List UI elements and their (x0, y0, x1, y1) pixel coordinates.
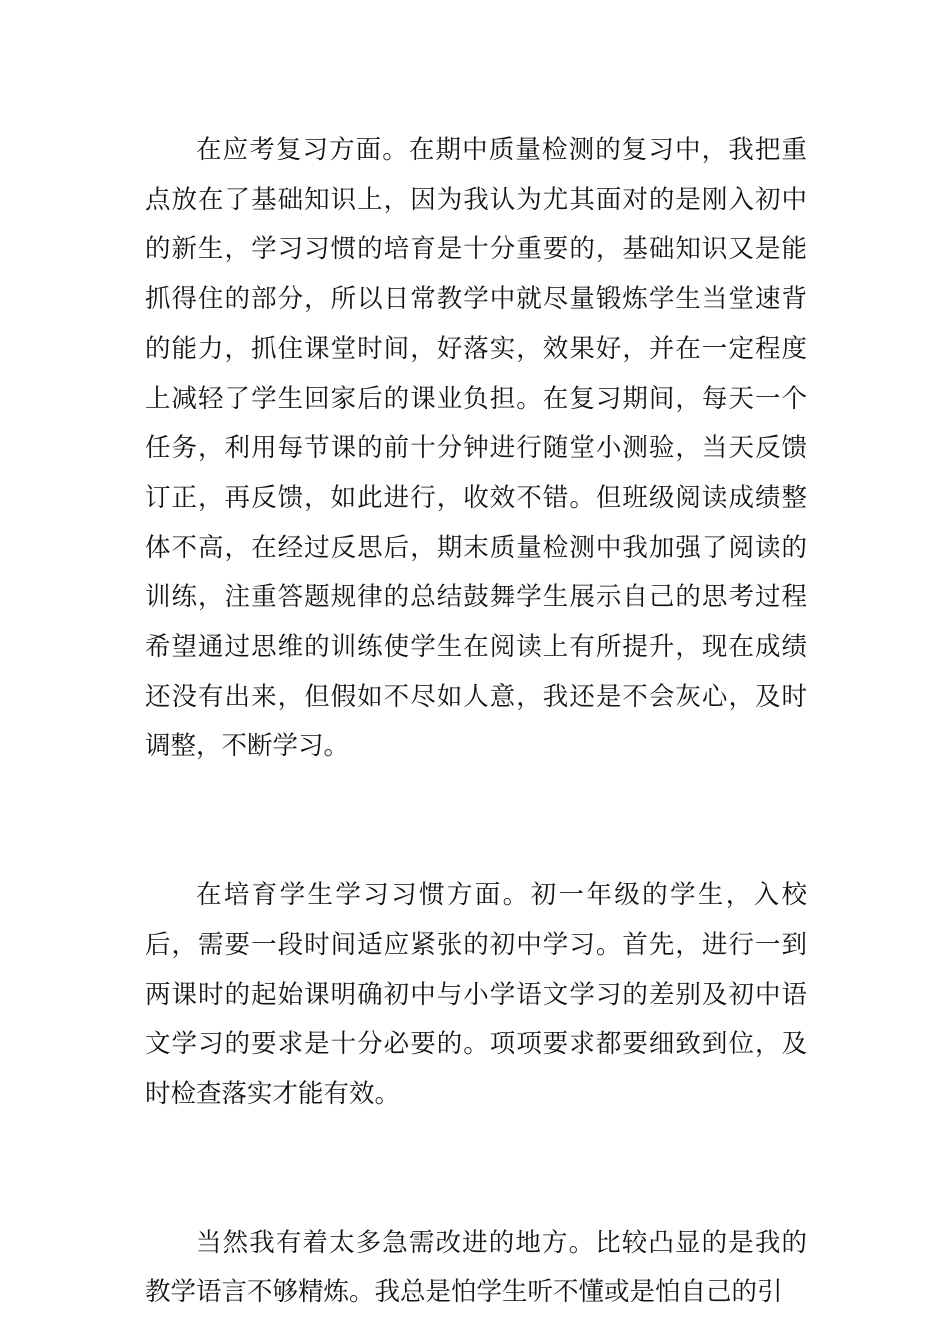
paragraph-study-habits: 在培育学生学习习惯方面。初一年级的学生，入校后，需要一段时间适应紧张的初中学习。首先，进行一到两课时的起始课明确初中与小学语文学习的差别及初中语文学习的要求是十分必要的。项项要求都要细致到位，及时检查落实才能有效。 (145, 880, 807, 1109)
paragraph-improvements: 当然我有着太多急需改进的地方。比较凸显的是我的教学语言不够精炼。我总是怕学生听不懂或是怕自己的引 (145, 1227, 807, 1308)
paragraph-spacer (145, 772, 807, 871)
document-body (145, 126, 807, 1318)
paragraph-exam-review: 在应考复习方面。在期中质量检测的复习中，我把重点放在了基础知识上，因为我认为尤其面对的是刚入初中的新生，学习习惯的培育是十分重要的，基础知识又是能抓得住的部分，所以日常教学中就尽量锻炼学生当堂速背的能力，抓住课堂时间，好落实，效果好，并在一定程度上减轻了学生回家后的课业负担。在复习期间，每天一个任务，利用每节课的前十分钟进行随堂小测验，当天反馈订正，再反馈，如此进行，收效不错。但班级阅读成绩整体不高，在经过反思后，期末质量检测中我加强了阅读的训练，注重答题规律的总结鼓舞学生展示自己的思考过程希望通过思维的训练使学生在阅读上有所提升，现在成绩还没有出来，但假如不尽如人意，我还是不会灰心，及时调整，不断学习。 (145, 135, 807, 762)
paragraph-spacer (145, 1120, 807, 1219)
